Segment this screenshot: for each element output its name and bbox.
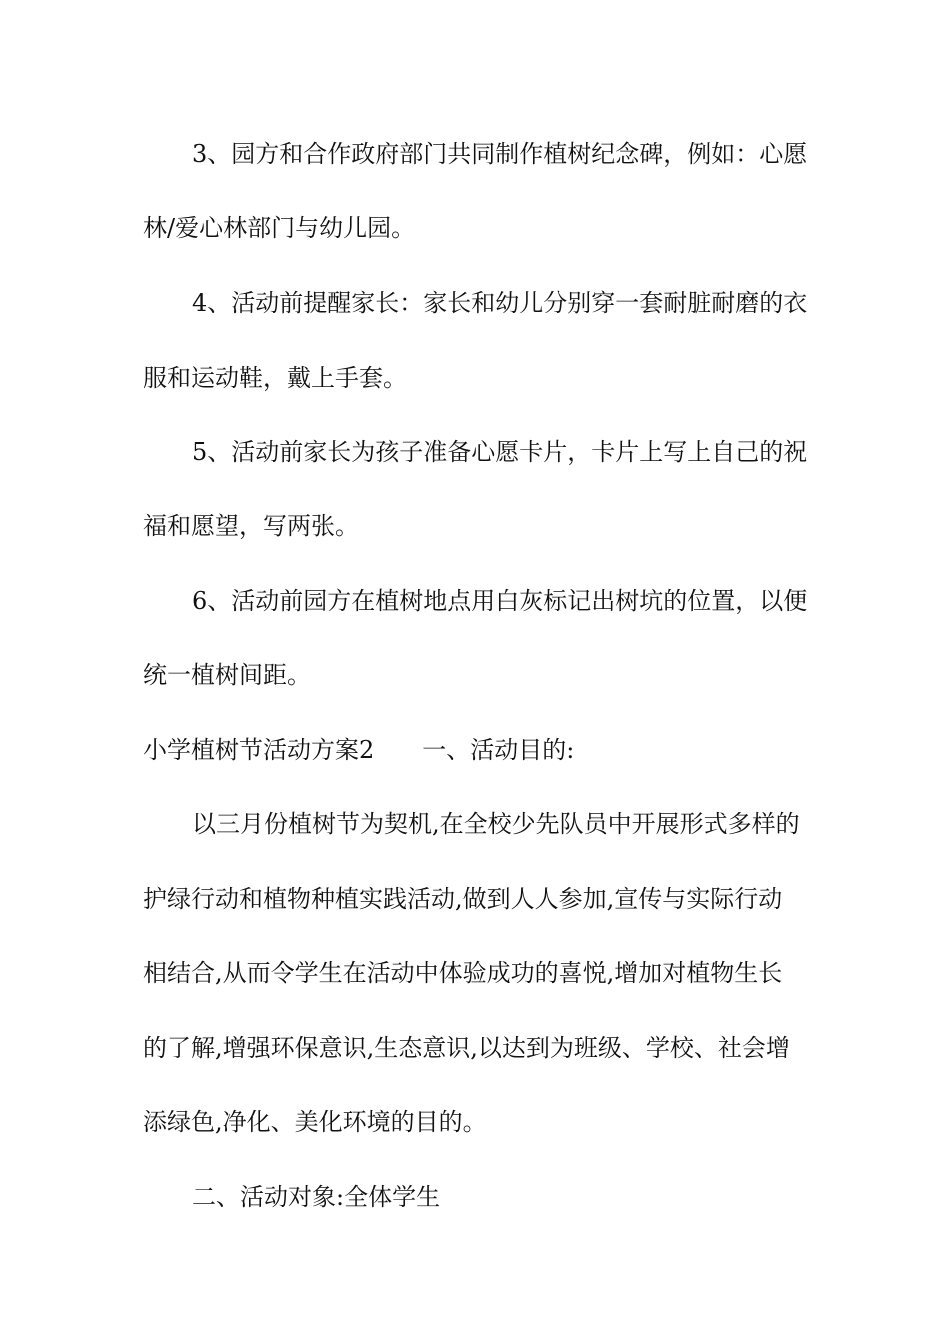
target-line: 二、活动对象:全体学生: [192, 1183, 441, 1211]
paragraph-6-line-1: 6、活动前园方在植树地点用白灰标记出树坑的位置，以便: [192, 587, 808, 615]
paragraph-3-line-2: 林/爱心林部门与幼儿园。: [143, 214, 416, 242]
paragraph-6-line-2: 统一植树间距。: [143, 661, 311, 689]
purpose-line-4: 的了解,增强环保意识,生态意识,以达到为班级、学校、社会增: [143, 1034, 790, 1062]
purpose-line-5: 添绿色,净化、美化环境的目的。: [143, 1108, 487, 1136]
paragraph-3-line-1: 3、园方和合作政府部门共同制作植树纪念碑，例如：心愿: [192, 140, 808, 168]
paragraph-4-line-2: 服和运动鞋，戴上手套。: [143, 364, 407, 392]
purpose-line-1: 以三月份植树节为契机,在全校少先队员中开展形式多样的: [192, 810, 800, 838]
purpose-line-3: 相结合,从而令学生在活动中体验成功的喜悦,增加对植物生长: [143, 959, 783, 987]
paragraph-5-line-2: 福和愿望，写两张。: [143, 512, 359, 540]
paragraph-5-line-1: 5、活动前家长为孩子准备心愿卡片，卡片上写上自己的祝: [192, 438, 808, 466]
section-title: 小学植树节活动方案2: [143, 736, 375, 764]
section-heading: 一、活动目的:: [422, 736, 575, 764]
section-heading-line: [143, 733, 808, 767]
purpose-line-2: 护绿行动和植物种植实践活动,做到人人参加,宣传与实际行动: [143, 885, 783, 913]
paragraph-4-line-1: 4、活动前提醒家长：家长和幼儿分别穿一套耐脏耐磨的衣: [192, 289, 808, 317]
